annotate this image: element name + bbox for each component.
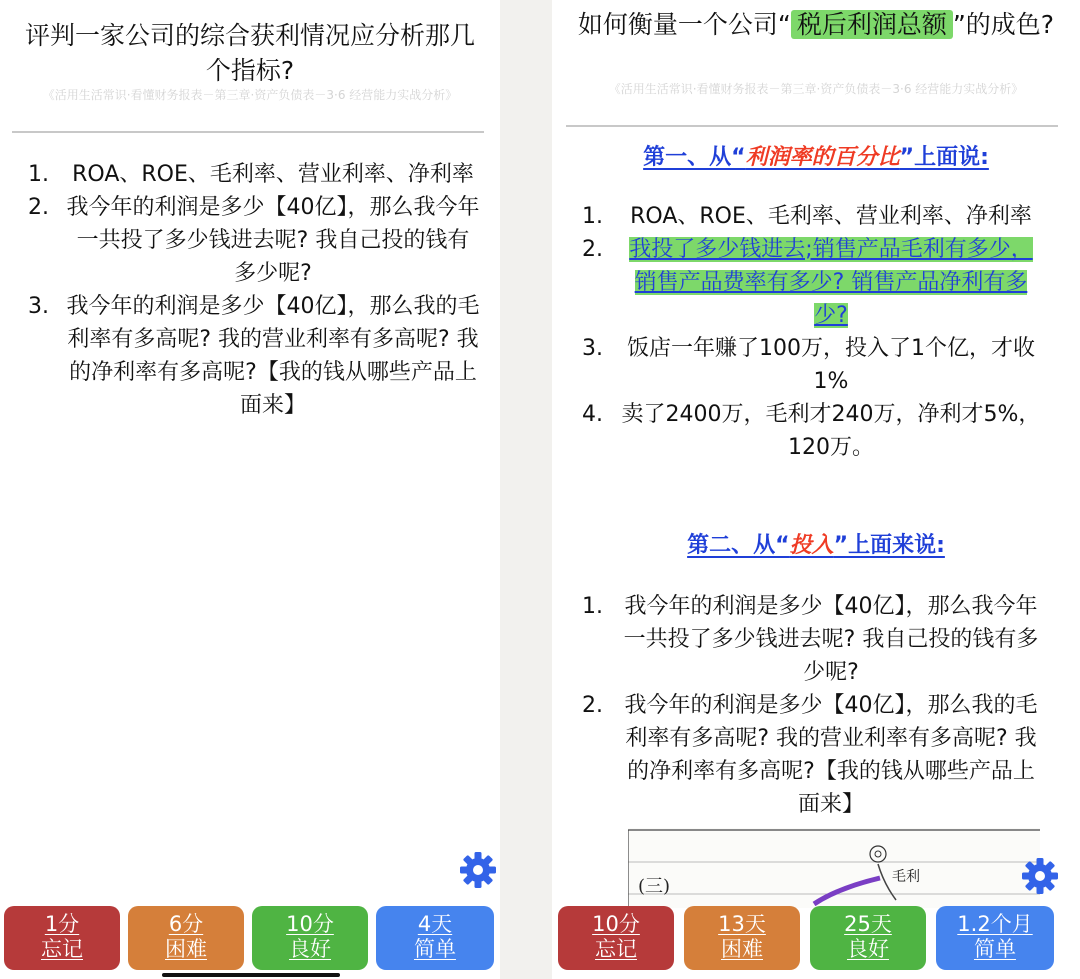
title-text: ”的成色? <box>952 10 1055 39</box>
button-label: 困难 <box>721 937 763 961</box>
heading-text: 第二、从“ <box>687 533 790 558</box>
list-item <box>582 398 1042 464</box>
gear-icon[interactable] <box>458 850 498 890</box>
list-item <box>582 590 1042 689</box>
list-number: 3. <box>28 294 49 319</box>
title-text: 如何衡量一个公司“ <box>577 10 791 39</box>
list-item <box>582 233 1042 332</box>
handwritten-sketch-image <box>628 828 1040 908</box>
review-button-row <box>0 906 500 970</box>
heading-emphasis: 利润率的百分比 <box>745 145 900 170</box>
good-button[interactable] <box>252 906 368 970</box>
list-item-text: 饭店一年赚了100万，投入了1个亿，才收1% <box>627 336 1035 394</box>
heading-text: 第一、从“ <box>643 145 746 170</box>
heading-text: ”上面说: <box>899 145 989 170</box>
button-interval: 13天 <box>718 912 766 936</box>
list-number: 4. <box>582 402 603 427</box>
list-number: 1. <box>582 594 603 619</box>
list-item <box>28 191 480 290</box>
button-label: 忘记 <box>41 937 83 961</box>
list-item <box>582 689 1042 821</box>
list-item <box>28 290 480 422</box>
list-number: 2. <box>582 237 603 262</box>
answer-list <box>28 158 480 422</box>
list-item-text: 我今年的利润是多少【40亿】，那么我今年一共投了多少钱进去呢? 我自己投的钱有多少呢? <box>66 195 480 286</box>
card-source: 《活用生活常识·看懂财务报表－第三章·资产负债表－3·6 经营能力实战分析》 <box>42 88 458 102</box>
list-item <box>28 158 480 191</box>
list-number: 2. <box>28 195 49 220</box>
hard-button[interactable] <box>128 906 244 970</box>
card-question-title: 评判一家公司的综合获利情况应分析那几个指标? <box>24 21 475 85</box>
home-indicator <box>162 973 340 977</box>
sketch-text: (三) <box>638 876 671 897</box>
list-number: 1. <box>28 162 49 187</box>
divider <box>566 125 1058 127</box>
list-item-text: ROA、ROE、毛利率、营业利率、净利率 <box>72 162 474 187</box>
heading-emphasis: 投入 <box>789 533 834 558</box>
forget-button[interactable] <box>4 906 120 970</box>
button-interval: 6分 <box>168 912 204 936</box>
easy-button[interactable] <box>936 906 1054 970</box>
gear-icon[interactable] <box>1020 856 1060 896</box>
card-source: 《活用生活常识·看懂财务报表－第三章·资产负债表－3·6 经营能力实战分析》 <box>608 82 1024 96</box>
card-screen-right <box>552 0 1080 979</box>
list-item <box>582 200 1042 233</box>
button-interval: 25天 <box>844 912 892 936</box>
highlighted-term: 税后利润总额 <box>791 10 953 39</box>
highlighted-link-text[interactable]: 我投了多少钱进去;销售产品毛利有多少，销售产品费率有多少? 销售产品净利有多少? <box>629 237 1033 328</box>
answer-list-2 <box>582 590 1042 821</box>
list-item-text: 卖了2400万，毛利才240万，净利才5%，120万。 <box>621 402 1041 460</box>
button-label: 忘记 <box>595 937 637 961</box>
card-screen-left <box>0 0 500 979</box>
button-label: 困难 <box>165 937 207 961</box>
list-number: 1. <box>582 204 603 229</box>
list-item-text: 我今年的利润是多少【40亿】，那么我的毛利率有多高呢? 我的营业利率有多高呢? 我的净利率有多高呢?【我的钱从哪些产品上面来】 <box>624 693 1038 817</box>
sketch-text: 毛利 <box>892 869 920 885</box>
button-interval: 4天 <box>417 912 453 936</box>
button-label: 良好 <box>289 937 331 961</box>
forget-button[interactable] <box>558 906 674 970</box>
list-number: 3. <box>582 336 603 361</box>
button-interval: 10分 <box>286 912 334 936</box>
card-question-title <box>566 8 1066 42</box>
divider <box>12 131 484 133</box>
section-heading-2 <box>552 530 1080 562</box>
review-button-row <box>552 906 1080 970</box>
button-label: 简单 <box>974 937 1016 961</box>
button-interval: 1分 <box>44 912 80 936</box>
list-number: 2. <box>582 693 603 718</box>
easy-button[interactable] <box>376 906 494 970</box>
button-label: 良好 <box>847 937 889 961</box>
hard-button[interactable] <box>684 906 800 970</box>
button-interval: 10分 <box>592 912 640 936</box>
section-heading-1 <box>552 142 1080 174</box>
button-interval: 1.2个月 <box>957 912 1033 936</box>
list-item-text: ROA、ROE、毛利率、营业利率、净利率 <box>630 204 1032 229</box>
answer-list-1 <box>582 200 1042 464</box>
good-button[interactable] <box>810 906 926 970</box>
button-label: 简单 <box>414 937 456 961</box>
heading-text: ”上面来说: <box>833 533 945 558</box>
list-item-text: 我今年的利润是多少【40亿】，那么我的毛利率有多高呢? 我的营业利率有多高呢? 我的净利率有多高呢?【我的钱从哪些产品上面来】 <box>66 294 480 418</box>
list-item-text: 我今年的利润是多少【40亿】，那么我今年一共投了多少钱进去呢? 我自己投的钱有多少呢? <box>623 594 1039 685</box>
list-item <box>582 332 1042 398</box>
